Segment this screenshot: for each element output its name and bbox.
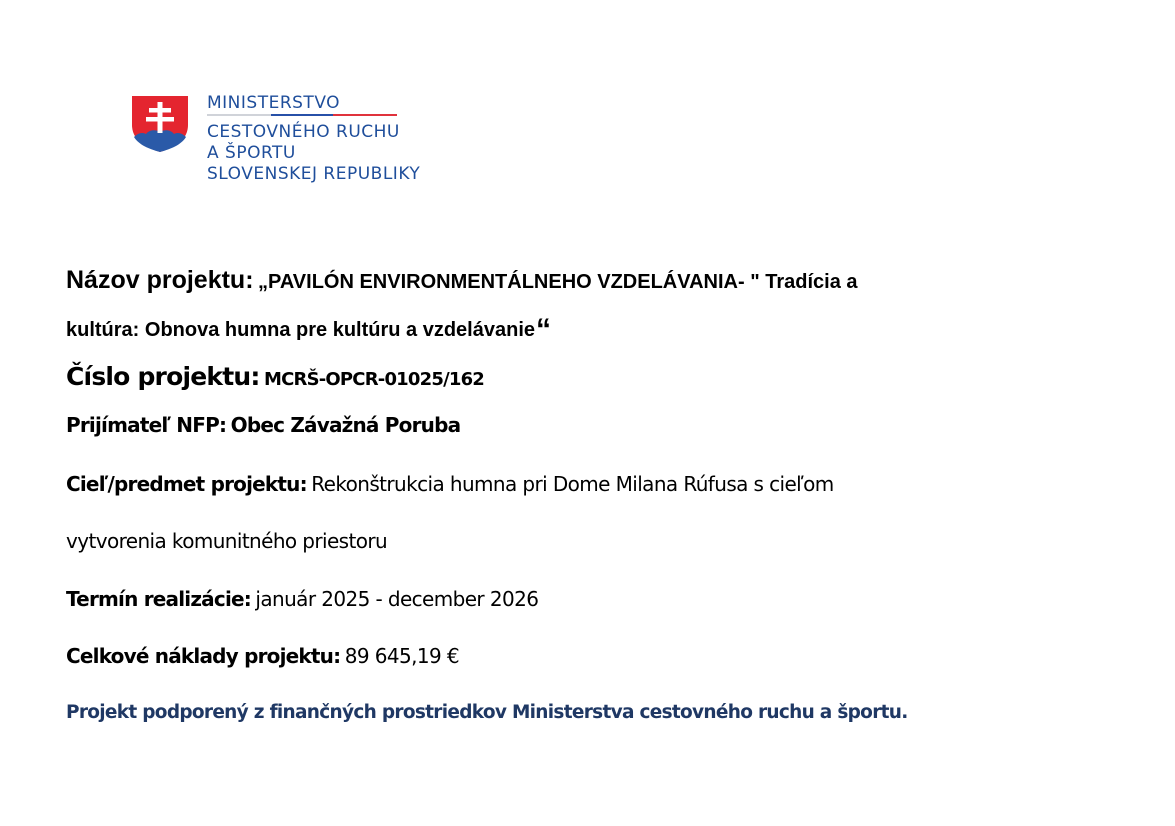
ministry-title: MINISTERSTVO	[207, 93, 341, 113]
underline-blue-segment	[271, 114, 333, 116]
ministry-line-3: SLOVENSKEJ REPUBLIKY	[207, 164, 421, 184]
costs-row	[66, 644, 459, 668]
goal-row	[66, 472, 834, 496]
goal-value-line2: vytvorenia komunitného priestoru	[66, 529, 388, 553]
goal-value-line1: Rekonštrukcia humna pri Dome Milana Rúfusa s cieľom	[311, 472, 834, 496]
ministry-name	[207, 93, 420, 185]
recipient-label: Prijímateľ NFP:	[66, 413, 227, 437]
ministry-logo	[131, 93, 511, 188]
tricolor-underline	[207, 114, 397, 116]
support-note: Projekt podporený z finančných prostriedkov Ministerstva cestovného ruchu a športu.	[66, 702, 908, 723]
goal-label: Cieľ/predmet projektu:	[66, 472, 307, 496]
recipient-value: Obec Závažná Poruba	[230, 413, 461, 437]
closing-quote: “	[536, 313, 551, 346]
slovak-coat-of-arms-icon	[131, 95, 189, 153]
costs-value: 89 645,19 €	[344, 644, 460, 668]
costs-label: Celkové náklady projektu:	[66, 644, 341, 668]
project-name-row	[66, 266, 858, 295]
underline-grey-segment	[207, 114, 271, 116]
ministry-line-2: A ŠPORTU	[207, 143, 296, 163]
recipient-row	[66, 413, 460, 437]
term-label: Termín realizácie:	[66, 587, 251, 611]
project-number-label: Číslo projektu:	[66, 362, 260, 391]
goal-row-2	[66, 529, 387, 553]
project-name-value-line1: „PAVILÓN ENVIRONMENTÁLNEHO VZDELÁVANIA- " Tradícia a	[257, 271, 858, 293]
project-number-value: MCRŠ-OPCR-01025/162	[264, 369, 485, 390]
ministry-line-1: CESTOVNÉHO RUCHU	[207, 122, 400, 142]
project-number-row	[66, 362, 484, 391]
project-name-value-line2: kultúra: Obnova humna pre kultúru a vzdelávanie	[66, 319, 535, 341]
term-row	[66, 587, 538, 611]
term-value: január 2025 - december 2026	[255, 587, 539, 611]
underline-red-segment	[333, 114, 397, 116]
project-name-label: Názov projektu:	[66, 266, 254, 294]
project-name-row-2	[66, 310, 551, 344]
